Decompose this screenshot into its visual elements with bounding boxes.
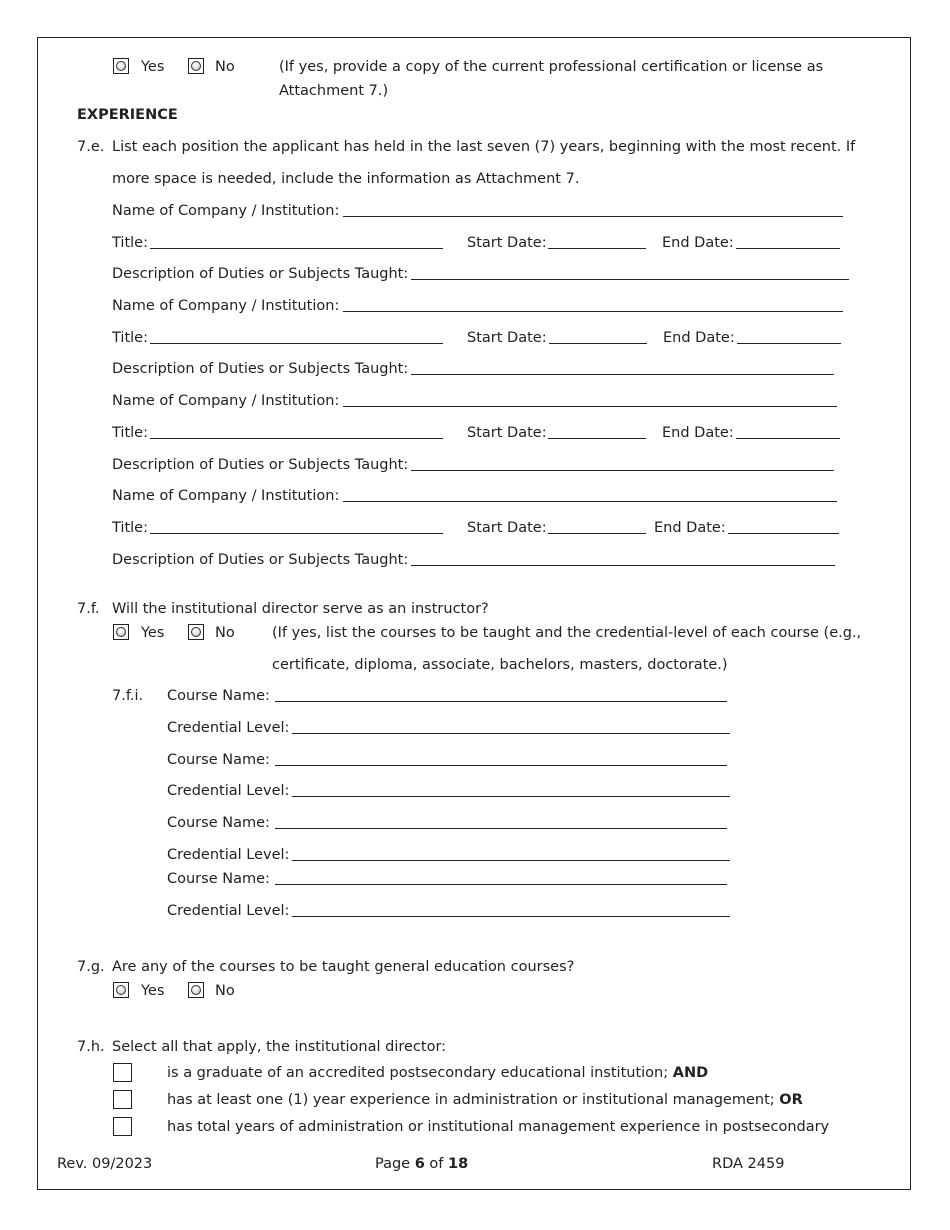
q7e-number: 7.e.	[77, 139, 105, 155]
q7h-option-1-checkbox[interactable]	[113, 1063, 132, 1082]
form-id: RDA 2459	[712, 1156, 785, 1172]
company-field[interactable]	[343, 311, 843, 312]
course-name-label: Course Name:	[167, 752, 270, 768]
credential-level-label: Credential Level:	[167, 783, 290, 799]
end-date-label: End Date:	[662, 235, 734, 251]
q7h-number: 7.h.	[77, 1039, 105, 1055]
company-field[interactable]	[343, 501, 837, 502]
end-date-label: End Date:	[654, 520, 726, 536]
course-name-label: Course Name:	[167, 688, 270, 704]
q7g-yes-radio[interactable]	[113, 982, 129, 998]
duties-field[interactable]	[411, 565, 835, 566]
credential-level-field[interactable]	[292, 916, 730, 917]
end-date-label: End Date:	[662, 425, 734, 441]
end-date-label: End Date:	[663, 330, 735, 346]
q7g-no-radio[interactable]	[188, 982, 204, 998]
q7e-text: List each position the applicant has held in the last seven (7) years, beginning with the most recent. If	[112, 139, 856, 155]
q7fi-number: 7.f.i.	[112, 688, 144, 704]
q7h-option-3-checkbox[interactable]	[113, 1117, 132, 1136]
credential-level-label: Credential Level:	[167, 903, 290, 919]
duties-field[interactable]	[411, 470, 834, 471]
credential-level-field[interactable]	[292, 796, 730, 797]
credential-level-label: Credential Level:	[167, 720, 290, 736]
start-date-label: Start Date:	[467, 425, 547, 441]
q7f-yes-label: Yes	[141, 625, 165, 641]
q7d-no-label: No	[215, 59, 235, 75]
q7f-question: Will the institutional director serve as an instructor?	[112, 601, 489, 617]
q7d-no-radio[interactable]	[188, 58, 204, 74]
title-field[interactable]	[150, 343, 443, 344]
start-date-label: Start Date:	[467, 330, 547, 346]
end-date-field[interactable]	[736, 438, 840, 439]
page-number: Page 6 of 18	[375, 1156, 469, 1172]
title-label: Title:	[112, 520, 148, 536]
q7h-option-3: has total years of administration or institutional management experience in postsecondary	[167, 1119, 830, 1135]
q7f-note: certificate, diploma, associate, bachelors, masters, doctorate.)	[272, 657, 728, 673]
duties-field[interactable]	[411, 374, 834, 375]
company-label: Name of Company / Institution:	[112, 298, 340, 314]
title-label: Title:	[112, 330, 148, 346]
duties-field[interactable]	[411, 279, 849, 280]
company-label: Name of Company / Institution:	[112, 203, 340, 219]
title-field[interactable]	[150, 248, 443, 249]
q7g-question: Are any of the courses to be taught general education courses?	[112, 959, 575, 975]
course-name-field[interactable]	[275, 765, 727, 766]
company-label: Name of Company / Institution:	[112, 393, 340, 409]
q7g-number: 7.g.	[77, 959, 105, 975]
q7f-no-label: No	[215, 625, 235, 641]
end-date-field[interactable]	[728, 533, 839, 534]
credential-level-label: Credential Level:	[167, 847, 290, 863]
course-name-field[interactable]	[275, 828, 727, 829]
course-name-label: Course Name:	[167, 815, 270, 831]
company-field[interactable]	[343, 406, 837, 407]
q7f-yes-radio[interactable]	[113, 624, 129, 640]
q7g-no-label: No	[215, 983, 235, 999]
duties-label: Description of Duties or Subjects Taught:	[112, 552, 409, 568]
start-date-label: Start Date:	[467, 235, 547, 251]
duties-label: Description of Duties or Subjects Taught:	[112, 457, 409, 473]
duties-label: Description of Duties or Subjects Taught:	[112, 361, 409, 377]
start-date-field[interactable]	[548, 438, 646, 439]
title-field[interactable]	[150, 533, 443, 534]
course-name-label: Course Name:	[167, 871, 270, 887]
credential-level-field[interactable]	[292, 860, 730, 861]
title-label: Title:	[112, 235, 148, 251]
course-name-field[interactable]	[275, 701, 727, 702]
end-date-field[interactable]	[736, 248, 840, 249]
start-date-label: Start Date:	[467, 520, 547, 536]
revision-date: Rev. 09/2023	[57, 1156, 153, 1172]
course-name-field[interactable]	[275, 884, 727, 885]
credential-level-field[interactable]	[292, 733, 730, 734]
start-date-field[interactable]	[548, 248, 646, 249]
start-date-field[interactable]	[548, 533, 646, 534]
q7e-text: more space is needed, include the information as Attachment 7.	[112, 171, 580, 187]
q7g-yes-label: Yes	[141, 983, 165, 999]
q7f-note: (If yes, list the courses to be taught and the credential-level of each course (e.g.,	[272, 625, 862, 641]
q7h-option-1: is a graduate of an accredited postsecondary educational institution; AND	[167, 1065, 709, 1081]
title-label: Title:	[112, 425, 148, 441]
start-date-field[interactable]	[549, 343, 647, 344]
company-field[interactable]	[343, 216, 843, 217]
q7f-number: 7.f.	[77, 601, 100, 617]
q7h-question: Select all that apply, the institutional director:	[112, 1039, 447, 1055]
end-date-field[interactable]	[737, 343, 841, 344]
q7d-yes-label: Yes	[141, 59, 165, 75]
q7f-no-radio[interactable]	[188, 624, 204, 640]
q7d-note: (If yes, provide a copy of the current professional certification or license as	[279, 59, 824, 75]
experience-heading: EXPERIENCE	[77, 107, 178, 123]
q7d-note: Attachment 7.)	[279, 83, 389, 99]
q7h-option-2-checkbox[interactable]	[113, 1090, 132, 1109]
q7h-option-2: has at least one (1) year experience in administration or institutional management; OR	[167, 1092, 803, 1108]
company-label: Name of Company / Institution:	[112, 488, 340, 504]
q7d-yes-radio[interactable]	[113, 58, 129, 74]
title-field[interactable]	[150, 438, 443, 439]
duties-label: Description of Duties or Subjects Taught:	[112, 266, 409, 282]
